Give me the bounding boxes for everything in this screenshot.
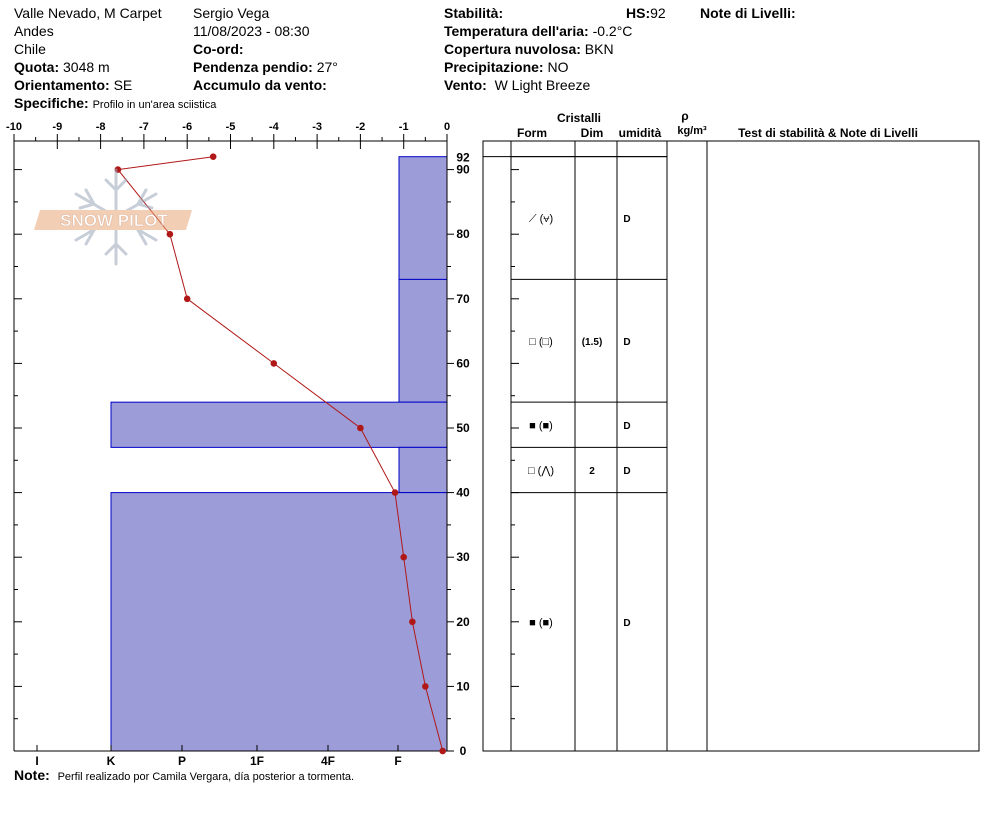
cloud-label: Copertura nuvolosa:	[444, 41, 581, 57]
moisture-value: D	[623, 617, 631, 629]
grain-form: ■ (■)	[529, 616, 553, 629]
grain-size: (1.5)	[581, 336, 603, 348]
height-tick-label: 80	[456, 227, 470, 242]
temp-tick-label: -4	[268, 121, 279, 133]
moisture-value: D	[623, 465, 631, 477]
temp-tick-label: -6	[182, 121, 193, 133]
height-tick-label: 70	[456, 291, 470, 306]
temperature-point	[439, 748, 446, 755]
hardness-bar	[399, 279, 447, 402]
coord-label: Co-ord:	[193, 41, 244, 57]
hardness-bar	[111, 402, 447, 447]
hardness-label: 4F	[320, 754, 336, 768]
stability-notes-header: Test di stabilità & Note di Livelli	[738, 126, 918, 140]
height-tick-label: 10	[456, 679, 470, 694]
wind-loading-label: Accumulo da vento:	[193, 77, 327, 93]
moisture-value: D	[623, 336, 631, 348]
hardness-bar	[111, 493, 447, 751]
density-unit: kg/m³	[677, 125, 707, 137]
footer-note	[14, 767, 354, 785]
layer-notes-label: Note di Livelli:	[700, 5, 796, 21]
temp-tick-label: -2	[355, 121, 366, 133]
stability-label: Stabilità:	[444, 5, 504, 21]
aspect-label: Orientamento:	[14, 77, 110, 93]
hardness-label: I	[35, 754, 39, 768]
temperature-point	[167, 231, 174, 238]
temperature-point	[409, 619, 416, 626]
temperature-point	[210, 153, 217, 160]
height-tick-label: 20	[456, 614, 470, 629]
temperature-point	[184, 296, 191, 303]
cloud-value: BKN	[584, 41, 614, 57]
density-symbol: ρ	[681, 109, 689, 123]
hs-label: HS:	[626, 5, 651, 21]
watermark-text: SNOW PILOT	[60, 211, 168, 230]
table-frame	[483, 141, 979, 751]
temp-tick-label: -3	[312, 121, 322, 133]
hardness-label: F	[394, 754, 402, 768]
aspect-value: SE	[113, 77, 133, 93]
temperature-point	[271, 360, 278, 367]
height-tick-label: 40	[456, 485, 470, 500]
height-tick-label: 50	[456, 421, 470, 435]
moisture-value: D	[623, 420, 631, 432]
specifics-value: Profilo in un'area sciistica	[92, 99, 217, 111]
grain-form: ⟋ (⩝)	[528, 213, 554, 226]
snowpilot-watermark	[34, 170, 192, 264]
layer-table	[483, 141, 979, 751]
crystals-header: Cristalli	[556, 111, 602, 125]
country: Chile	[14, 41, 46, 57]
specifics-label: Specifiche:	[14, 95, 89, 111]
moisture-header: umidità	[618, 126, 662, 140]
note-label: Note:	[14, 767, 50, 783]
note-text: Perfil realizado por Camila Vergara, día posterior a tormenta.	[57, 771, 355, 783]
dim-header: Dim	[580, 126, 604, 140]
temperature-point	[392, 489, 399, 496]
slope-label: Pendenza pendio:	[193, 59, 313, 75]
elevation-label: Quota:	[14, 59, 60, 75]
hardness-bar	[399, 157, 447, 280]
wind-value: W Light Breeze	[494, 77, 591, 93]
temp-tick-label: -8	[95, 121, 106, 133]
grain-form: □ (⋀)	[527, 464, 555, 477]
grain-form: ■ (■)	[529, 419, 553, 432]
height-tick-label: 0	[459, 744, 467, 758]
form-header: Form	[517, 126, 547, 140]
temp-tick-label: 0	[443, 121, 451, 133]
height-top-label: 92	[456, 150, 470, 165]
height-tick-label: 30	[456, 550, 470, 565]
elevation-value: 3048 m	[63, 59, 110, 75]
range: Andes	[14, 23, 54, 39]
observer: Sergio Vega	[193, 5, 270, 21]
grain-form: □ (□)	[529, 335, 553, 348]
hardness-label: P	[177, 754, 187, 768]
air-temp-value: -0.2°C	[592, 23, 633, 39]
temperature-point	[422, 683, 429, 690]
hardness-label: K	[106, 754, 116, 768]
precip-label: Precipitazione:	[444, 59, 544, 75]
temperature-point	[357, 425, 364, 432]
air-temp-label: Temperatura dell'aria:	[444, 23, 589, 39]
height-tick-label: 60	[456, 356, 470, 371]
location: Valle Nevado, M Carpet	[14, 5, 162, 21]
temp-tick-label: -5	[225, 121, 236, 133]
hardness-bar	[399, 447, 447, 492]
height-tick-label: 90	[456, 162, 470, 177]
temp-tick-label: -9	[52, 121, 63, 133]
precip-value: NO	[547, 59, 569, 75]
slope-value: 27°	[316, 59, 338, 75]
temperature-point	[400, 554, 407, 561]
temp-tick-label: -10	[6, 121, 22, 133]
grain-size: 2	[589, 465, 595, 477]
wind-label: Vento:	[444, 77, 487, 93]
temp-tick-label: -7	[139, 121, 149, 133]
hs-value: 92	[650, 5, 666, 21]
hardness-label: 1F	[249, 754, 265, 768]
moisture-value: D	[623, 214, 631, 226]
temp-tick-label: -1	[398, 121, 409, 133]
datetime: 11/08/2023 - 08:30	[193, 23, 310, 39]
